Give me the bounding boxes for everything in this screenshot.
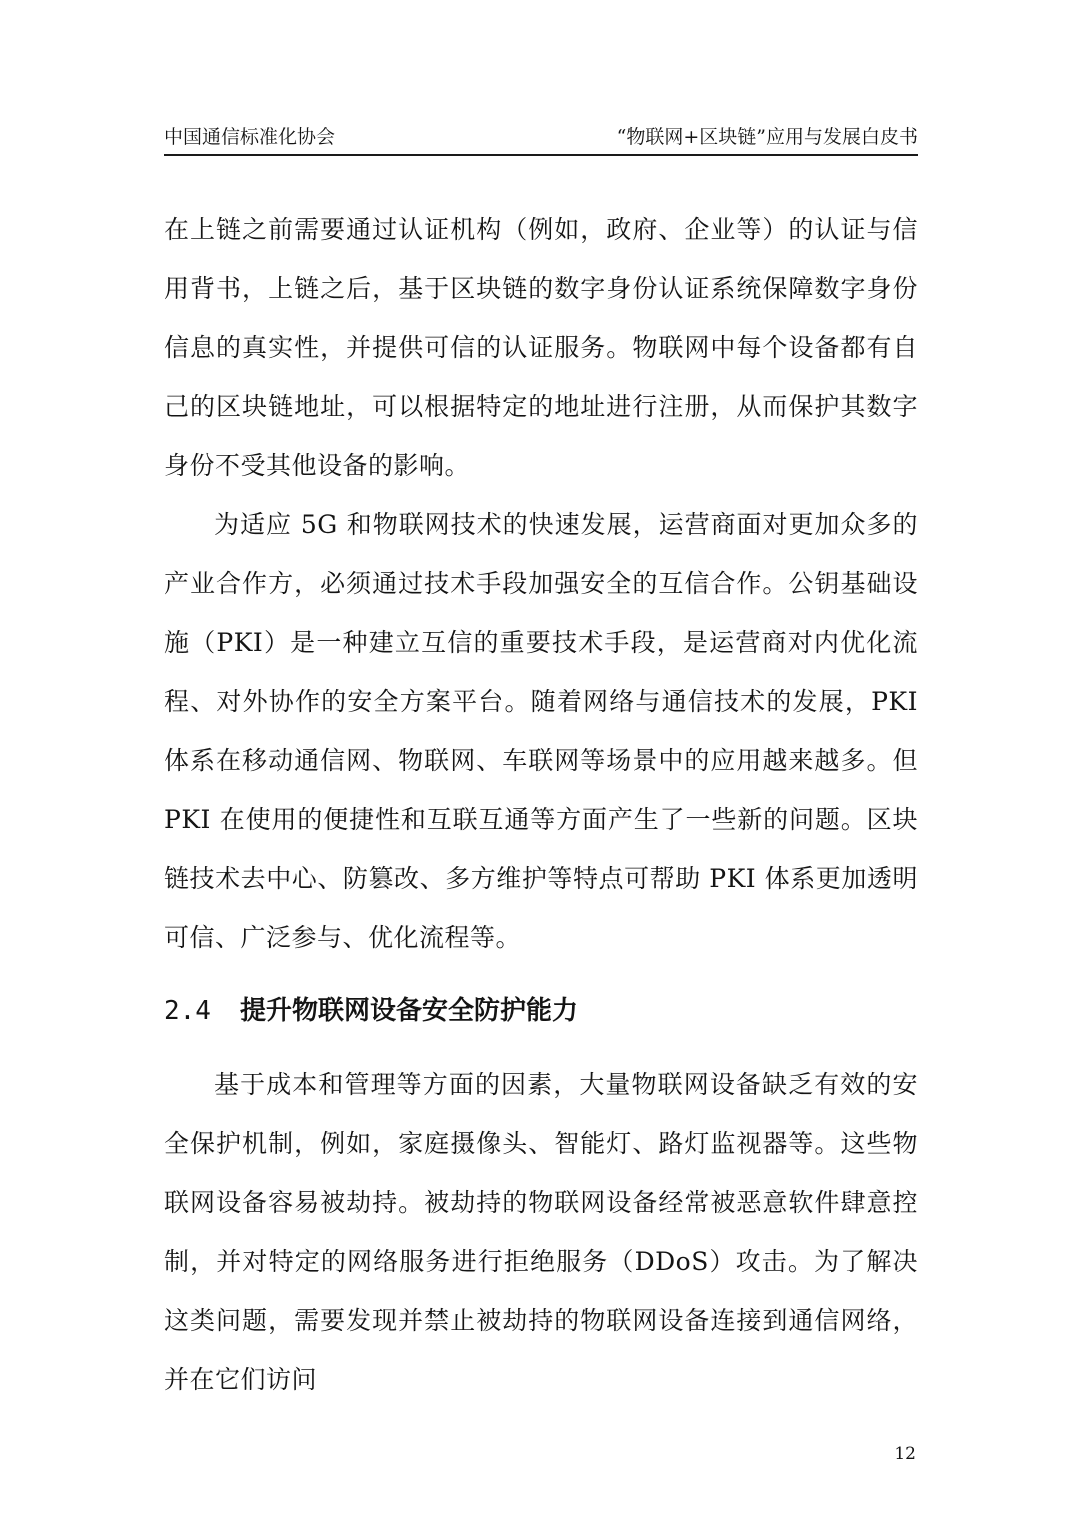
section-title: 提升物联网设备安全防护能力: [240, 996, 579, 1026]
header-document-title: “物联网+区块链”应用与发展白皮书: [616, 126, 918, 148]
paragraph-3: 基于成本和管理等方面的因素，大量物联网设备缺乏有效的安全保护机制，例如，家庭摄像头、智能灯、路灯监视器等。这些物联网设备容易被劫持。被劫持的物联网设备经常被恶意软件肆意控制，并对特定的网络服务进行拒绝服务（DDoS）攻击。为了解决这类问题，需要发现并禁止被劫持的物联网设备连接到通信网络，并在它们访问: [164, 1070, 918, 1394]
paragraph-1: 在上链之前需要通过认证机构（例如，政府、企业等）的认证与信用背书，上链之后，基于区块链的数字身份认证系统保障数字身份信息的真实性，并提供可信的认证服务。物联网中每个设备都有自己的区块链地址，可以根据特定的地址进行注册，从而保护其数字身份不受其他设备的影响。: [164, 215, 918, 480]
section-heading: [164, 985, 918, 1037]
header-divider: [164, 154, 918, 156]
page-number: 12: [894, 1444, 916, 1464]
page-header: [164, 124, 918, 154]
header-organization: 中国通信标准化协会: [164, 126, 336, 148]
body-text: [164, 200, 918, 1409]
paragraph-2: 为适应 5G 和物联网技术的快速发展，运营商面对更加众多的产业合作方，必须通过技术手段加强安全的互信合作。公钥基础设施（PKI）是一种建立互信的重要技术手段，是运营商对内优化流程、对外协作的安全方案平台。随着网络与通信技术的发展，PKI 体系在移动通信网、物联网、车联网等场景中的应用越来越多。但 PKI 在使用的便捷性和互联互通等方面产生了一些新的问题。区块链技术去中心、防篡改、多方维护等特点可帮助 PKI 体系更加透明可信、广泛参与、优化流程等。: [164, 510, 918, 952]
section-number: 2.4: [164, 996, 211, 1026]
